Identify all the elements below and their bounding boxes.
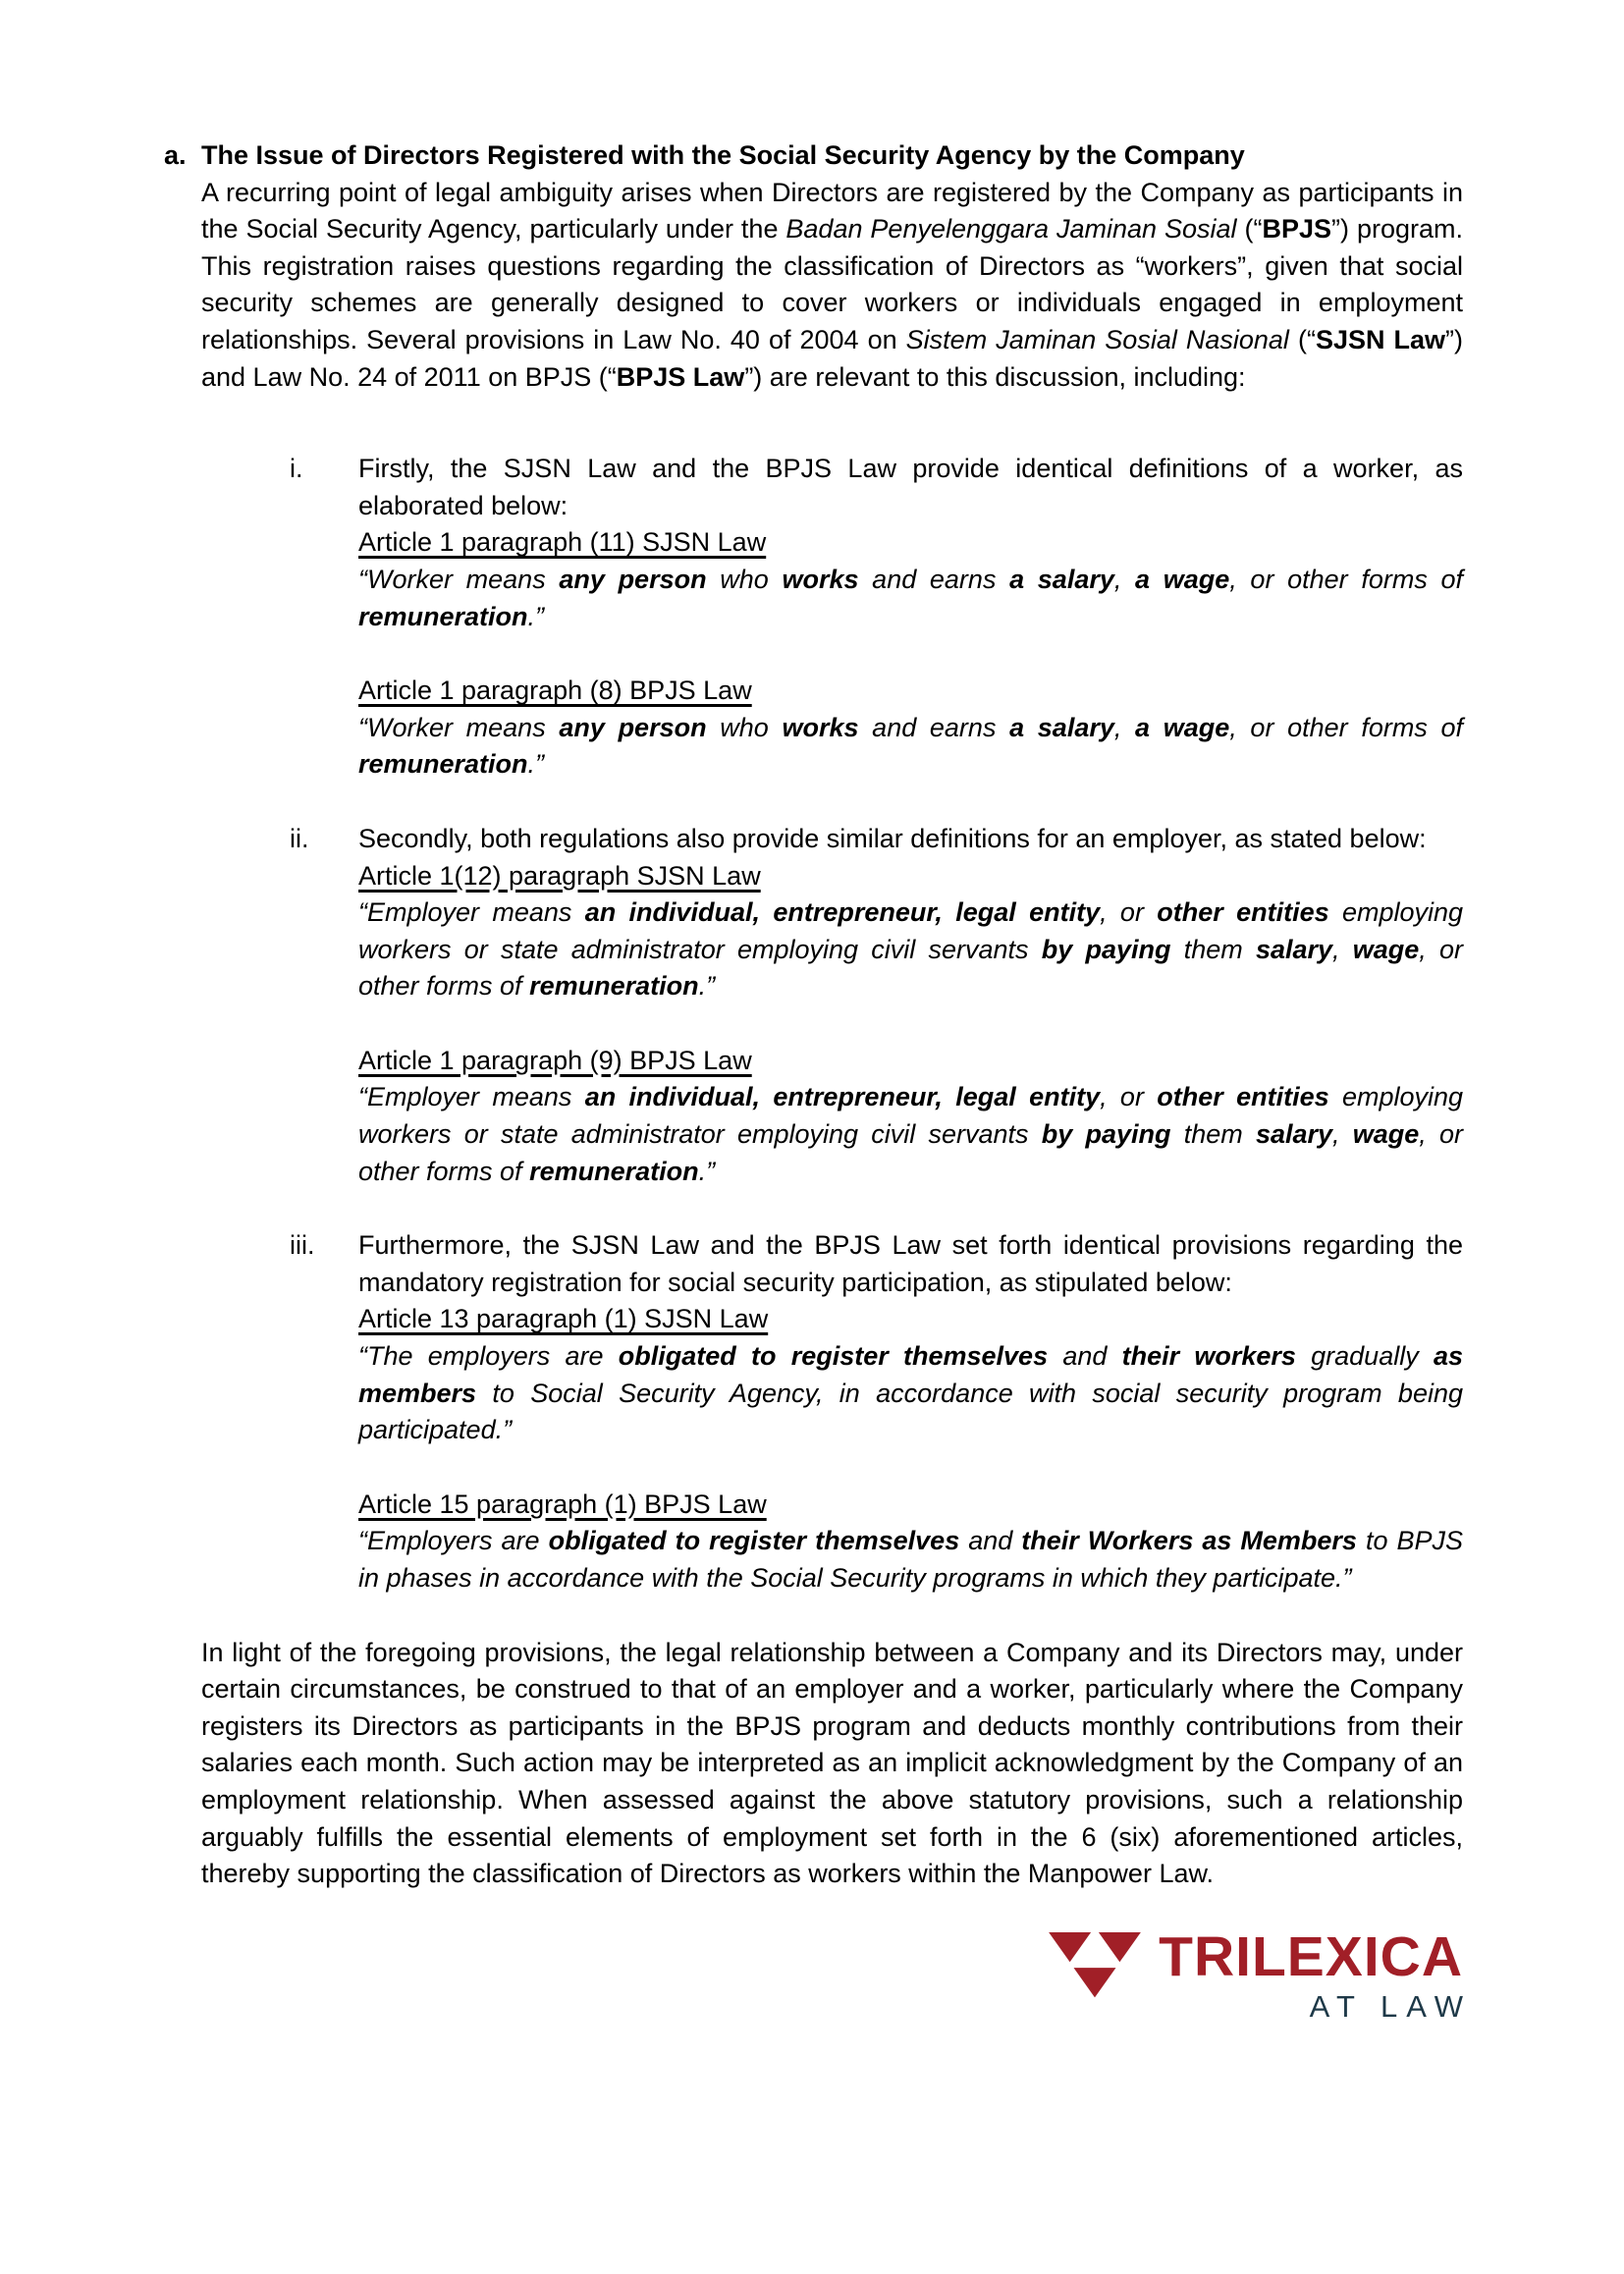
article-quote: “Employer means an individual, entrepreneur, legal entity, or other entities employing workers or state administrator employing civil servants by paying them salary, wage, or other forms of remuneration.”	[358, 897, 1464, 1002]
list-item-lead: Secondly, both regulations also provide similar definitions for an employer, as stated below:	[358, 823, 1427, 853]
article-heading: Article 13 paragraph (1) SJSN Law	[358, 1304, 769, 1334]
article-heading: Article 1 paragraph (9) BPJS Law	[358, 1045, 752, 1075]
logo-tagline: AT LAW	[1309, 1988, 1472, 2024]
logo-triangle-top-left	[1049, 1932, 1091, 1962]
list-item-marker: ii.	[290, 823, 309, 853]
list-item-content	[358, 451, 1463, 784]
list-item-iii	[290, 1227, 1463, 1597]
section-marker: a.	[164, 140, 187, 170]
list-item-ii	[290, 821, 1463, 1190]
article-block	[358, 673, 1463, 784]
list-item-i	[290, 451, 1463, 784]
logo-triangle-top-right	[1099, 1932, 1141, 1962]
article-quote: “Worker means any person who works and earns a salary, a wage, or other forms of remuneration.”	[358, 564, 1464, 631]
list-item-marker: iii.	[290, 1230, 315, 1261]
list-item-marker: i.	[290, 454, 303, 484]
list-item-content	[358, 1227, 1463, 1597]
article-quote: “The employers are obligated to register themselves and their workers gradually as members to Social Security Agency, in accordance with social security program being participated.”	[358, 1341, 1463, 1445]
article-block	[358, 1487, 1463, 1597]
numbered-list	[201, 451, 1463, 1597]
trilexica-triangles-icon	[1047, 1932, 1143, 2013]
article-quote: “Worker means any person who works and earns a salary, a wage, or other forms of remuneration.”	[358, 712, 1464, 780]
list-item-content	[358, 821, 1463, 1190]
article-quote: “Employers are obligated to register themselves and their Workers as Members to BPJS in phases in accordance with the Social Security programs in which they participate.”	[358, 1526, 1463, 1593]
logo-text	[1159, 1924, 1472, 2027]
article-block	[358, 1043, 1463, 1190]
section-title: The Issue of Directors Registered with the Social Security Agency by the Company	[201, 140, 1245, 170]
logo-triangle-bottom	[1074, 1968, 1116, 1997]
list-item-lead: Firstly, the SJSN Law and the BPJS Law provide identical definitions of a worker, as elaborated below:	[358, 454, 1463, 520]
section-heading	[164, 137, 1463, 175]
logo-wordmark: TRILEXICA	[1159, 1924, 1463, 1988]
article-quote: “Employer means an individual, entrepreneur, legal entity, or other entities employing workers or state administrator employing civil servants by paying them salary, wage, or other forms of remuneration.”	[358, 1082, 1464, 1186]
logo-row	[1047, 1924, 1472, 2027]
article-heading: Article 15 paragraph (1) BPJS Law	[358, 1489, 767, 1519]
article-heading: Article 1 paragraph (11) SJSN Law	[358, 527, 767, 558]
article-block	[358, 858, 1463, 1005]
article-block	[358, 524, 1463, 635]
article-heading: Article 1 paragraph (8) BPJS Law	[358, 676, 752, 706]
trilexica-logo	[201, 1924, 1472, 2027]
article-block	[358, 1301, 1463, 1448]
article-heading: Article 1(12) paragraph SJSN Law	[358, 860, 761, 891]
intro-paragraph: A recurring point of legal ambiguity arises when Directors are registered by the Company as participants in the Social Security Agency, particularly under the Badan Penyelenggara Jaminan Sosial (“BPJS”) program. This registration raises questions regarding the classification of Directors as “workers”, given that social security schemes are generally designed to cover workers or individuals engaged in employment relationships. Several provisions in Law No. 40 of 2004 on Sistem Jaminan Sosial Nasional (“SJSN Law”) and Law No. 24 of 2011 on BPJS (“BPJS Law”) are relevant to this discussion, including:	[201, 177, 1463, 392]
closing-paragraph: In light of the foregoing provisions, the legal relationship between a Company and its Directors may, under certain circumstances, be construed to that of an employer and a worker, particularly where the Company registers its Directors as participants in the BPJS program and deducts monthly contributions from their salaries each month. Such action may be interpreted as an implicit acknowledgment by the Company of an employment relationship. When assessed against the above statutory provisions, such a relationship arguably fulfills the essential elements of employment set forth in the 6 (six) aforementioned articles, thereby supporting the classification of Directors as workers within the Manpower Law.	[201, 1637, 1463, 1889]
list-item-lead: Furthermore, the SJSN Law and the BPJS Law set forth identical provisions regarding the mandatory registration for social security participation, as stipulated below:	[358, 1230, 1463, 1297]
